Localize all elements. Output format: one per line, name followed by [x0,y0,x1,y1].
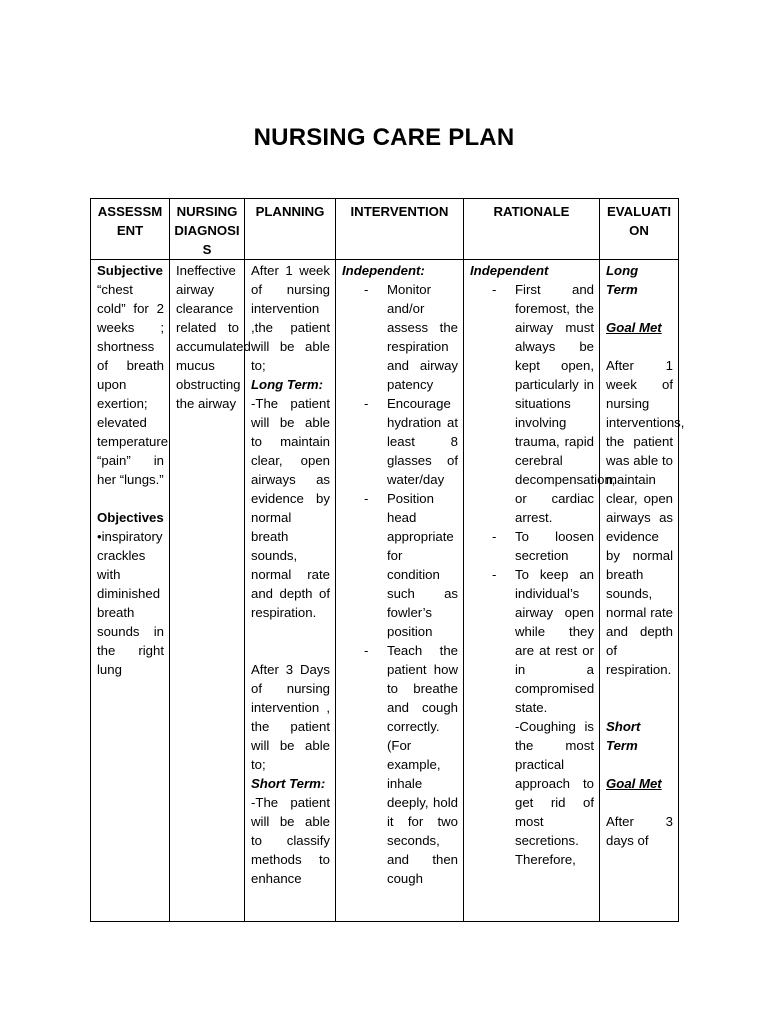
evaluation-short-label: Short Term [606,719,641,753]
header-intervention: INTERVENTION [336,199,464,260]
subjective-label: Subjective [97,263,163,278]
table-header-row [91,199,679,260]
header-planning: PLANNING [245,199,336,260]
short-term-label: Short Term: [251,776,326,791]
diagnosis-cell [170,260,251,922]
planning-short-intro: After 3 Days of nursing intervention , the patient will be able to; [251,662,330,772]
subjective-text: “chest cold” for 2 weeks ; shortness of breath upon exertion; elevated temperature “pain” in her “lungs.” [97,282,169,487]
evaluation-long-text: After 1 week of nursing interventions, the patient was able to maintain clear, open airways as evidence by normal breath sounds, normal rate and depth of respiration. [606,358,685,677]
intervention-list [342,280,458,888]
list-item: - Encourage hydration at least 8 glasses of water/day [387,394,458,489]
header-assessment: ASSESSMENT [91,199,170,260]
evaluation-long-goal-met: Goal Met [606,320,662,335]
rationale-cell [464,260,616,922]
planning-cell [245,260,336,922]
evaluation-short-goal-met: Goal Met [606,776,662,791]
header-nursing-diagnosis: NURSING DIAGNOSIS [170,199,245,260]
evaluation-cell [600,260,685,922]
page-title: NURSING CARE PLAN [253,124,515,151]
planning-long-intro: After 1 week of nursing intervention ,the patient will be able to; [251,263,330,373]
list-item: - Monitor and/or assess the respiration and airway patency [387,280,458,394]
list-item: - First and foremost, the airway must always be kept open, particularly in situations involving trauma, rapid cerebral decompensation, or cardiac arrest. [515,280,594,527]
rationale-independent-label: Independent [470,263,549,278]
intervention-independent-label: Independent: [342,263,425,278]
evaluation-long-label: Long Term [606,263,639,297]
assessment-cell [91,260,170,922]
care-plan-table [90,198,685,922]
evaluation-short-text: After 3 days of [606,814,673,848]
long-term-goal: -The patient will be able to maintain clear, open airways as evidence by normal breath sounds, normal rate and depth of respiration. [251,396,330,620]
long-term-label: Long Term: [251,377,324,392]
rationale-list [470,280,616,717]
header-evaluation: EVALUATION [600,199,679,260]
list-item: - To loosen secretion [515,527,594,565]
intervention-cell [336,260,464,922]
rationale-extra: -Coughing is the most practical approach to get rid of most secretions. Therefore, [515,719,594,867]
list-item: - To keep an individual’s airway open while they are at rest or in a compromised state. [515,565,594,717]
objective-text: •inspiratory crackles with diminished breath sounds in the right lung [97,529,164,677]
header-rationale: RATIONALE [464,199,600,260]
objective-label: Objectives [97,510,164,525]
table-row [91,260,679,922]
list-item: - Position head appropriate for condition such as fowler’s position [387,489,458,641]
short-term-goal: -The patient will be able to classify methods to enhance [251,795,330,886]
diagnosis-text: Ineffective airway clearance related to accumulated mucus obstructing the airway [176,263,251,411]
list-item: - Teach the patient how to breathe and cough correctly. (For example, inhale deeply, hold it for two seconds, and then cough [387,641,458,888]
